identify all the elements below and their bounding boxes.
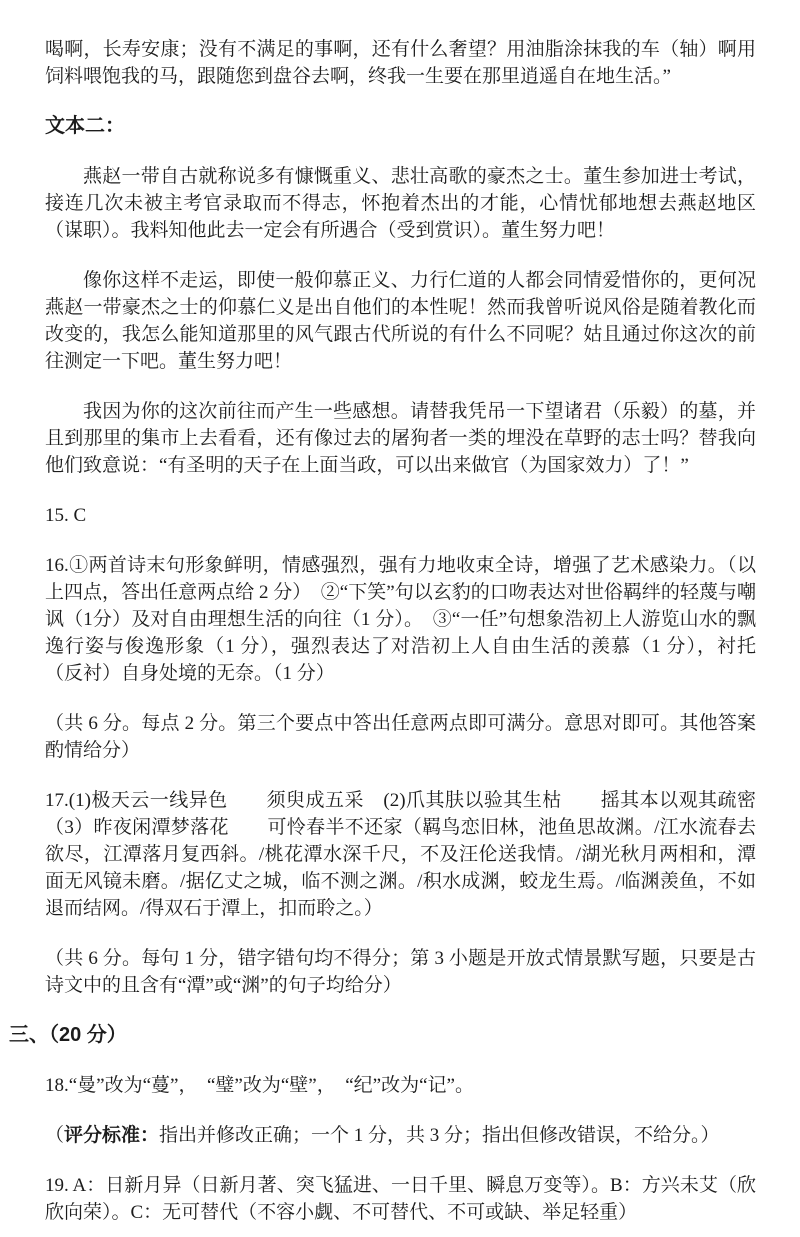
scoring-note-18 — [45, 1122, 756, 1149]
answer-15: 15. C — [45, 505, 87, 526]
text2-paragraph-1: 燕赵一带自古就称说多有慷慨重义、悲壮高歌的豪杰之士。董生参加进士考试，接连几次未被主考官录取而不得志，怀抱着杰出的才能，心情忧郁地想去燕赵地区（谋职）。我料知他此去一定会有所遇合（受到赏识）。董生努力吧！ — [45, 166, 756, 241]
answer-19: 19. A：日新月异（日新月著、突飞猛进、一日千里、瞬息万变等）。B：方兴未艾（欣欣向荣）。C：无可替代（不容小觑、不可替代、不可或缺、举足轻重） — [45, 1175, 756, 1223]
scoring-note-17: （共 6 分。每句 1 分，错字错句均不得分；第 3 小题是开放式情景默写题，只要是古诗文中的且含有“潭”或“渊”的句子均给分） — [45, 948, 756, 996]
scoring-note-16: （共 6 分。每点 2 分。第三个要点中答出任意两点即可满分。意思对即可。其他答案酌情给分） — [45, 713, 756, 761]
translation-continuation-paragraph: 喝啊，长寿安康；没有不满足的事啊，还有什么奢望？用油脂涂抹我的车（轴）啊用饲料喂饱我的马，跟随您到盘谷去啊，终我一生要在那里逍遥自在地生活。” — [45, 39, 756, 87]
note18-open-paren: （ — [45, 1125, 65, 1146]
text2-heading: 文本二： — [45, 115, 125, 137]
answer-17: 17.(1)极天云一线异色 须臾成五采 (2)爪其肤以验其生枯 摇其本以观其疏密 （3）昨夜闲潭梦落花 可怜春半不还家（羁鸟恋旧林，池鱼思故渊。/江水流春去欲尽，江潭落月复西斜。/桃花潭水深千尺，不及汪伦送我情。/湖光秋月两相和，潭面无风镜未磨。/据亿丈之城，临不测之渊。/积水成渊，蛟龙生焉。/临渊羡鱼，不如退而结网。/得双石于潭上，扣而聆之。） — [45, 790, 776, 919]
text2-paragraph-3: 我因为你的这次前往而产生一些感想。请替我凭吊一下望诸君（乐毅）的墓，并且到那里的集市上去看看，还有像过去的屠狗者一类的埋没在草野的志士吗？替我向他们致意说：“有圣明的天子在上面当政，可以出来做官（为国家效力）了！” — [45, 401, 756, 476]
answer-18: 18.“曼”改为“蔓”， “璧”改为“壁”， “纪”改为“记”。 — [45, 1075, 474, 1096]
note18-criteria-label: 评分标准： — [64, 1125, 160, 1146]
note18-criteria-text: 指出并修改正确；一个 1 分，共 3 分；指出但修改错误，不给分。） — [159, 1125, 720, 1146]
text2-paragraph-2: 像你这样不走运，即使一般仰慕正义、力行仁道的人都会同情爱惜你的，更何况燕赵一带豪杰之士的仰慕仁义是出自他们的本性呢！然而我曾听说风俗是随着教化而改变的，我怎么能知道那里的风气跟古代所说的有什么不同呢？姑且通过你这次的前往测定一下吧。董生努力吧！ — [45, 270, 756, 372]
answer-16: 16.①两首诗末句形象鲜明，情感强烈，强有力地收束全诗，增强了艺术感染力。（以上四点，答出任意两点给 2 分） ②“下笑”句以玄豹的口吻表达对世俗羁绊的轻蔑与嘲讽（1分）及对自由理想生活的向往（1 分）。 ③“一任”句想象浩初上人游览山水的飘逸行姿与俊逸形象（1 分），强烈表达了对浩初上人自由生活的羡慕（1 分），衬托（反衬）自身处境的无奈。（1 分） — [45, 555, 756, 684]
section3-heading: 三、（20 分） — [9, 1024, 127, 1046]
